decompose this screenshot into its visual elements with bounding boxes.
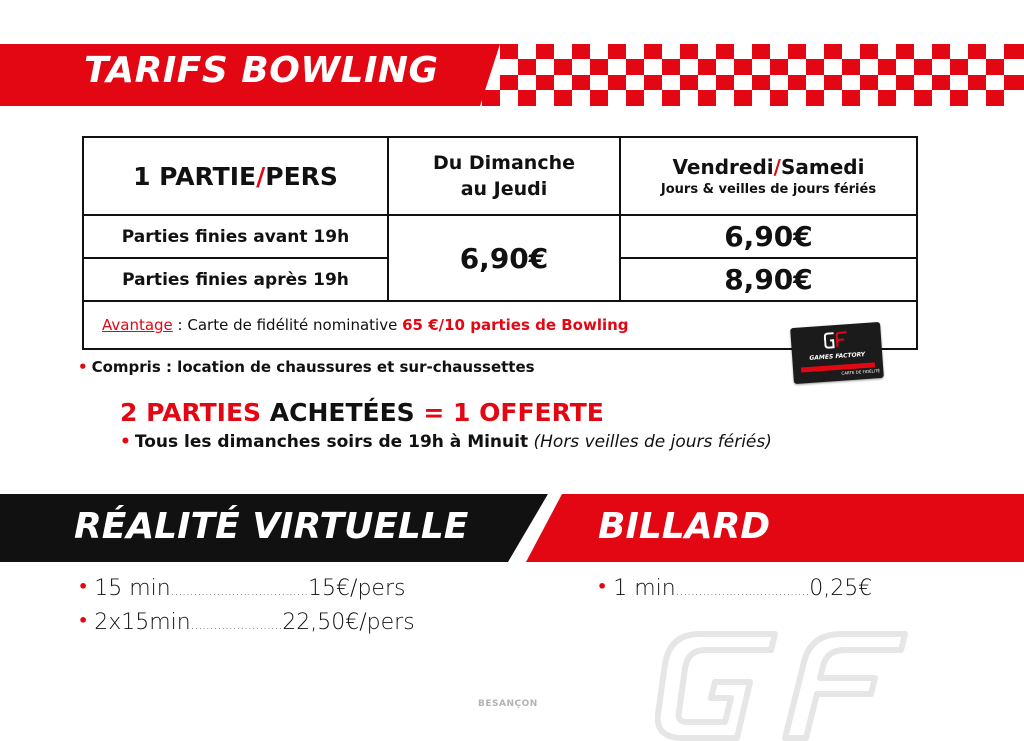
leader-dots: ........................ <box>190 618 283 632</box>
promo-bullet: • <box>120 432 131 452</box>
col-label-slash: / <box>256 161 266 191</box>
row-label-after-19h: Parties finies après 19h <box>84 259 389 302</box>
loyalty-card-image <box>790 322 884 384</box>
promo-part2: ACHETÉES <box>261 398 424 427</box>
advantage-text: : Carte de fidélité nominative <box>172 316 403 334</box>
col-label-part1: 1 PARTIE <box>133 161 257 191</box>
vr-item-2x15min <box>78 610 415 635</box>
page-title: TARIFS BOWLING <box>84 50 439 91</box>
gf-logo-icon <box>823 330 848 350</box>
header-weekend-cell <box>621 138 916 216</box>
promo-line-bold: Tous les dimanches soirs de 19h à Minuit <box>134 432 529 452</box>
card-tag: CARTE DE FIDÉLITÉ <box>841 368 881 376</box>
billard-item-label: 1 min <box>613 576 676 601</box>
vr-item-label: 2x15min <box>94 610 191 635</box>
vr-section-title: RÉALITÉ VIRTUELLE <box>74 506 469 547</box>
note-bullet: • <box>78 358 88 376</box>
vr-item-price: 22,50€/pers <box>282 610 415 635</box>
bowling-price-table <box>82 136 918 350</box>
note-text: Compris : location de chaussures et sur-chaussettes <box>91 358 535 376</box>
billard-item-1min <box>597 576 872 601</box>
leader-dots: .................................... <box>170 584 309 598</box>
included-note <box>78 358 535 376</box>
vr-item-15min <box>78 576 405 601</box>
weekend-price-before-19h: 6,90€ <box>621 216 916 259</box>
promo-title <box>120 398 604 427</box>
vr-bullet: • <box>78 611 89 630</box>
weekend-slash: / <box>773 155 781 179</box>
promo-line-italic: (Hors veilles de jours fériés) <box>528 432 772 452</box>
weekend-price-after-19h: 8,90€ <box>621 259 916 302</box>
weekend-line2: Jours & veilles de jours fériés <box>660 182 877 197</box>
weekend-part1: Vendredi <box>672 155 774 179</box>
billard-section-title: BILLARD <box>598 506 771 547</box>
vr-item-price: 15€/pers <box>308 576 406 601</box>
promo-part1: 2 PARTIES <box>120 398 262 427</box>
col-label-part2: PERS <box>265 161 338 191</box>
billard-item-price: 0,25€ <box>809 576 873 601</box>
header-weekday-cell <box>389 138 621 216</box>
promo-part3: = 1 OFFERTE <box>423 398 604 427</box>
weekend-part2: Samedi <box>780 155 865 179</box>
leader-dots: ................................... <box>675 584 810 598</box>
promo-condition <box>120 432 772 452</box>
vr-item-label: 15 min <box>94 576 171 601</box>
weekday-line2: au Jeudi <box>460 178 548 200</box>
advantage-link[interactable]: Avantage <box>102 316 173 334</box>
vr-bullet: • <box>78 577 89 596</box>
row-label-before-19h: Parties finies avant 19h <box>84 216 389 259</box>
gf-watermark-icon <box>655 626 910 741</box>
header-label-cell <box>84 138 389 216</box>
city-label: BESANÇON <box>478 699 538 709</box>
weekday-price: 6,90€ <box>389 216 621 302</box>
billard-bullet: • <box>597 577 608 596</box>
advantage-offer: 65 €/10 parties de Bowling <box>402 316 629 334</box>
card-brand: GAMES FACTORY <box>809 351 866 362</box>
weekday-line1: Du Dimanche <box>432 152 576 174</box>
